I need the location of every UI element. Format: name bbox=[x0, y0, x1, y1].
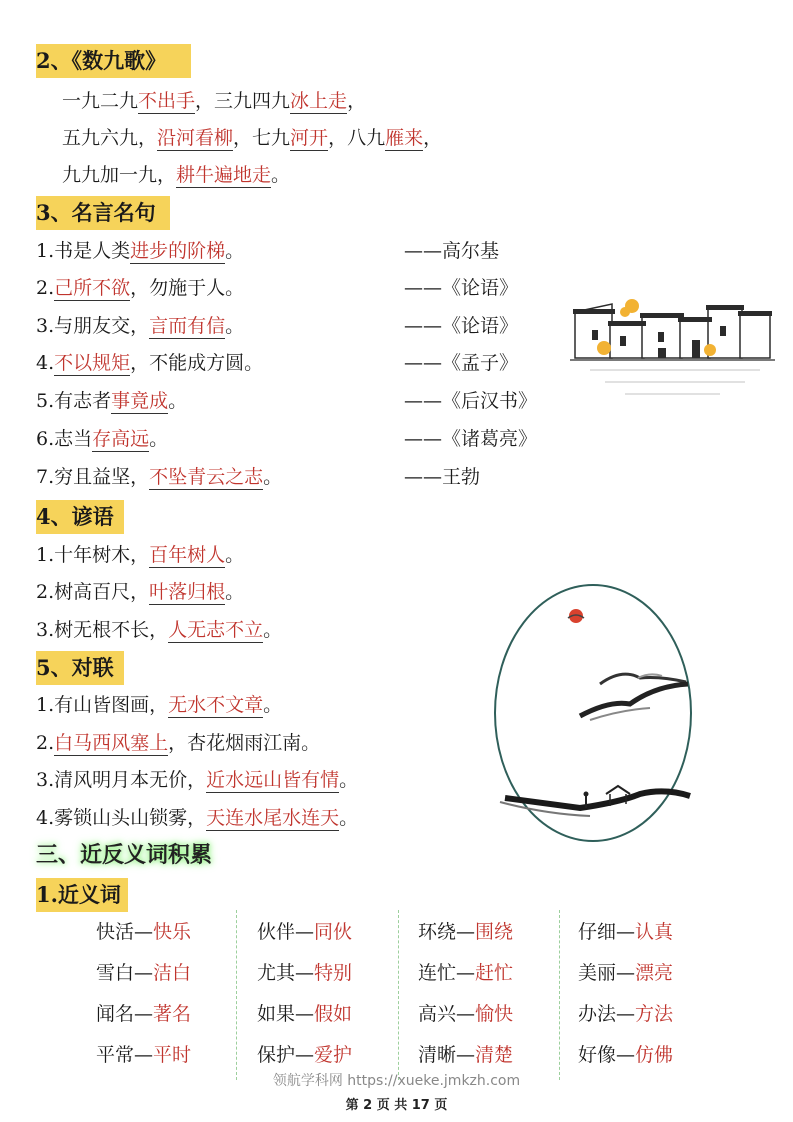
quote-line: 3.与朋友交，言而有信。 bbox=[36, 315, 245, 337]
section-title-quotes: 3、名言名句 bbox=[36, 200, 156, 225]
synonym-pair: 如果—假如 bbox=[257, 1003, 353, 1025]
quote-source: ——《论语》 bbox=[404, 315, 519, 337]
proverb-line: 3.树无根不长，人无志不立。 bbox=[36, 619, 283, 641]
quote-source: ——《孟子》 bbox=[404, 352, 519, 374]
synonym-column bbox=[96, 912, 246, 1076]
synonym-pair: 雪白—洁白 bbox=[96, 962, 192, 984]
section-title-couplets: 5、对联 bbox=[36, 655, 114, 680]
quote-source: ——《后汉书》 bbox=[404, 390, 538, 412]
synonym-pair: 办法—方法 bbox=[578, 1003, 674, 1025]
quote-line: 6.志当存高远。 bbox=[36, 428, 169, 450]
quote-line: 4.不以规矩，不能成方圆。 bbox=[36, 352, 264, 374]
couplet-line: 1.有山皆图画，无水不文章。 bbox=[36, 694, 283, 716]
watermark-text: 领航学科网 https://xueke.jmkzh.com bbox=[272, 1073, 521, 1089]
synonym-pair: 连忙—赶忙 bbox=[418, 962, 514, 984]
synonym-pair: 清晰—清楚 bbox=[418, 1044, 514, 1066]
synonym-column bbox=[257, 912, 407, 1076]
synonym-pair: 闻名—著名 bbox=[96, 1003, 192, 1025]
synonym-pair: 伙伴—同伙 bbox=[257, 921, 353, 943]
poem-line-1: 一九二九不出手，三九四九冰上走， bbox=[62, 90, 367, 112]
village-illustration bbox=[570, 290, 775, 410]
synonym-pair: 美丽—漂亮 bbox=[578, 962, 674, 984]
quote-source: ——高尔基 bbox=[404, 240, 500, 262]
poem-line-3: 九九加一九，耕牛遍地走。 bbox=[62, 164, 291, 186]
synonym-pair: 平常—平时 bbox=[96, 1044, 192, 1066]
quote-source: ——王勃 bbox=[404, 466, 481, 488]
page-number: 第 2 页 共 17 页 bbox=[345, 1098, 448, 1113]
subsection-title-synonyms: 1.近义词 bbox=[36, 882, 121, 907]
quote-source: ——《论语》 bbox=[404, 277, 519, 299]
quote-source: ——《诸葛亮》 bbox=[404, 428, 538, 450]
couplet-line: 4.雾锁山头山锁雾，天连水尾水连天。 bbox=[36, 807, 359, 829]
synonym-pair: 快活—快乐 bbox=[96, 921, 192, 943]
synonym-column bbox=[418, 912, 568, 1076]
poem-line-2: 五九六九，沿河看柳，七九河开，八九雁来， bbox=[62, 127, 443, 149]
ink-landscape-illustration bbox=[490, 582, 696, 846]
synonym-pair: 尤其—特别 bbox=[257, 962, 353, 984]
proverb-line: 2.树高百尺，叶落归根。 bbox=[36, 581, 245, 603]
quote-line: 5.有志者事竟成。 bbox=[36, 390, 188, 412]
section-title-shujiuge: 2、《数九歌》 bbox=[36, 48, 167, 73]
couplet-line: 2.白马西风塞上，杏花烟雨江南。 bbox=[36, 732, 321, 754]
proverb-line: 1.十年树木，百年树人。 bbox=[36, 544, 245, 566]
section-title-synonyms-antonyms: 三、近反义词积累 bbox=[36, 842, 213, 868]
synonym-pair: 高兴—愉快 bbox=[418, 1003, 514, 1025]
synonym-pair: 仔细—认真 bbox=[578, 921, 674, 943]
synonym-pair: 保护—爱护 bbox=[257, 1044, 353, 1066]
synonym-column bbox=[578, 912, 728, 1076]
synonym-pair: 环绕—围绕 bbox=[418, 921, 514, 943]
quote-line: 2.己所不欲，勿施于人。 bbox=[36, 277, 245, 299]
section-title-proverbs: 4、谚语 bbox=[36, 504, 114, 529]
quote-line: 1.书是人类进步的阶梯。 bbox=[36, 240, 245, 262]
quote-line: 7.穷且益坚，不坠青云之志。 bbox=[36, 466, 283, 488]
couplet-line: 3.清风明月本无价，近水远山皆有情。 bbox=[36, 769, 359, 791]
synonym-pair: 好像—仿佛 bbox=[578, 1044, 674, 1066]
